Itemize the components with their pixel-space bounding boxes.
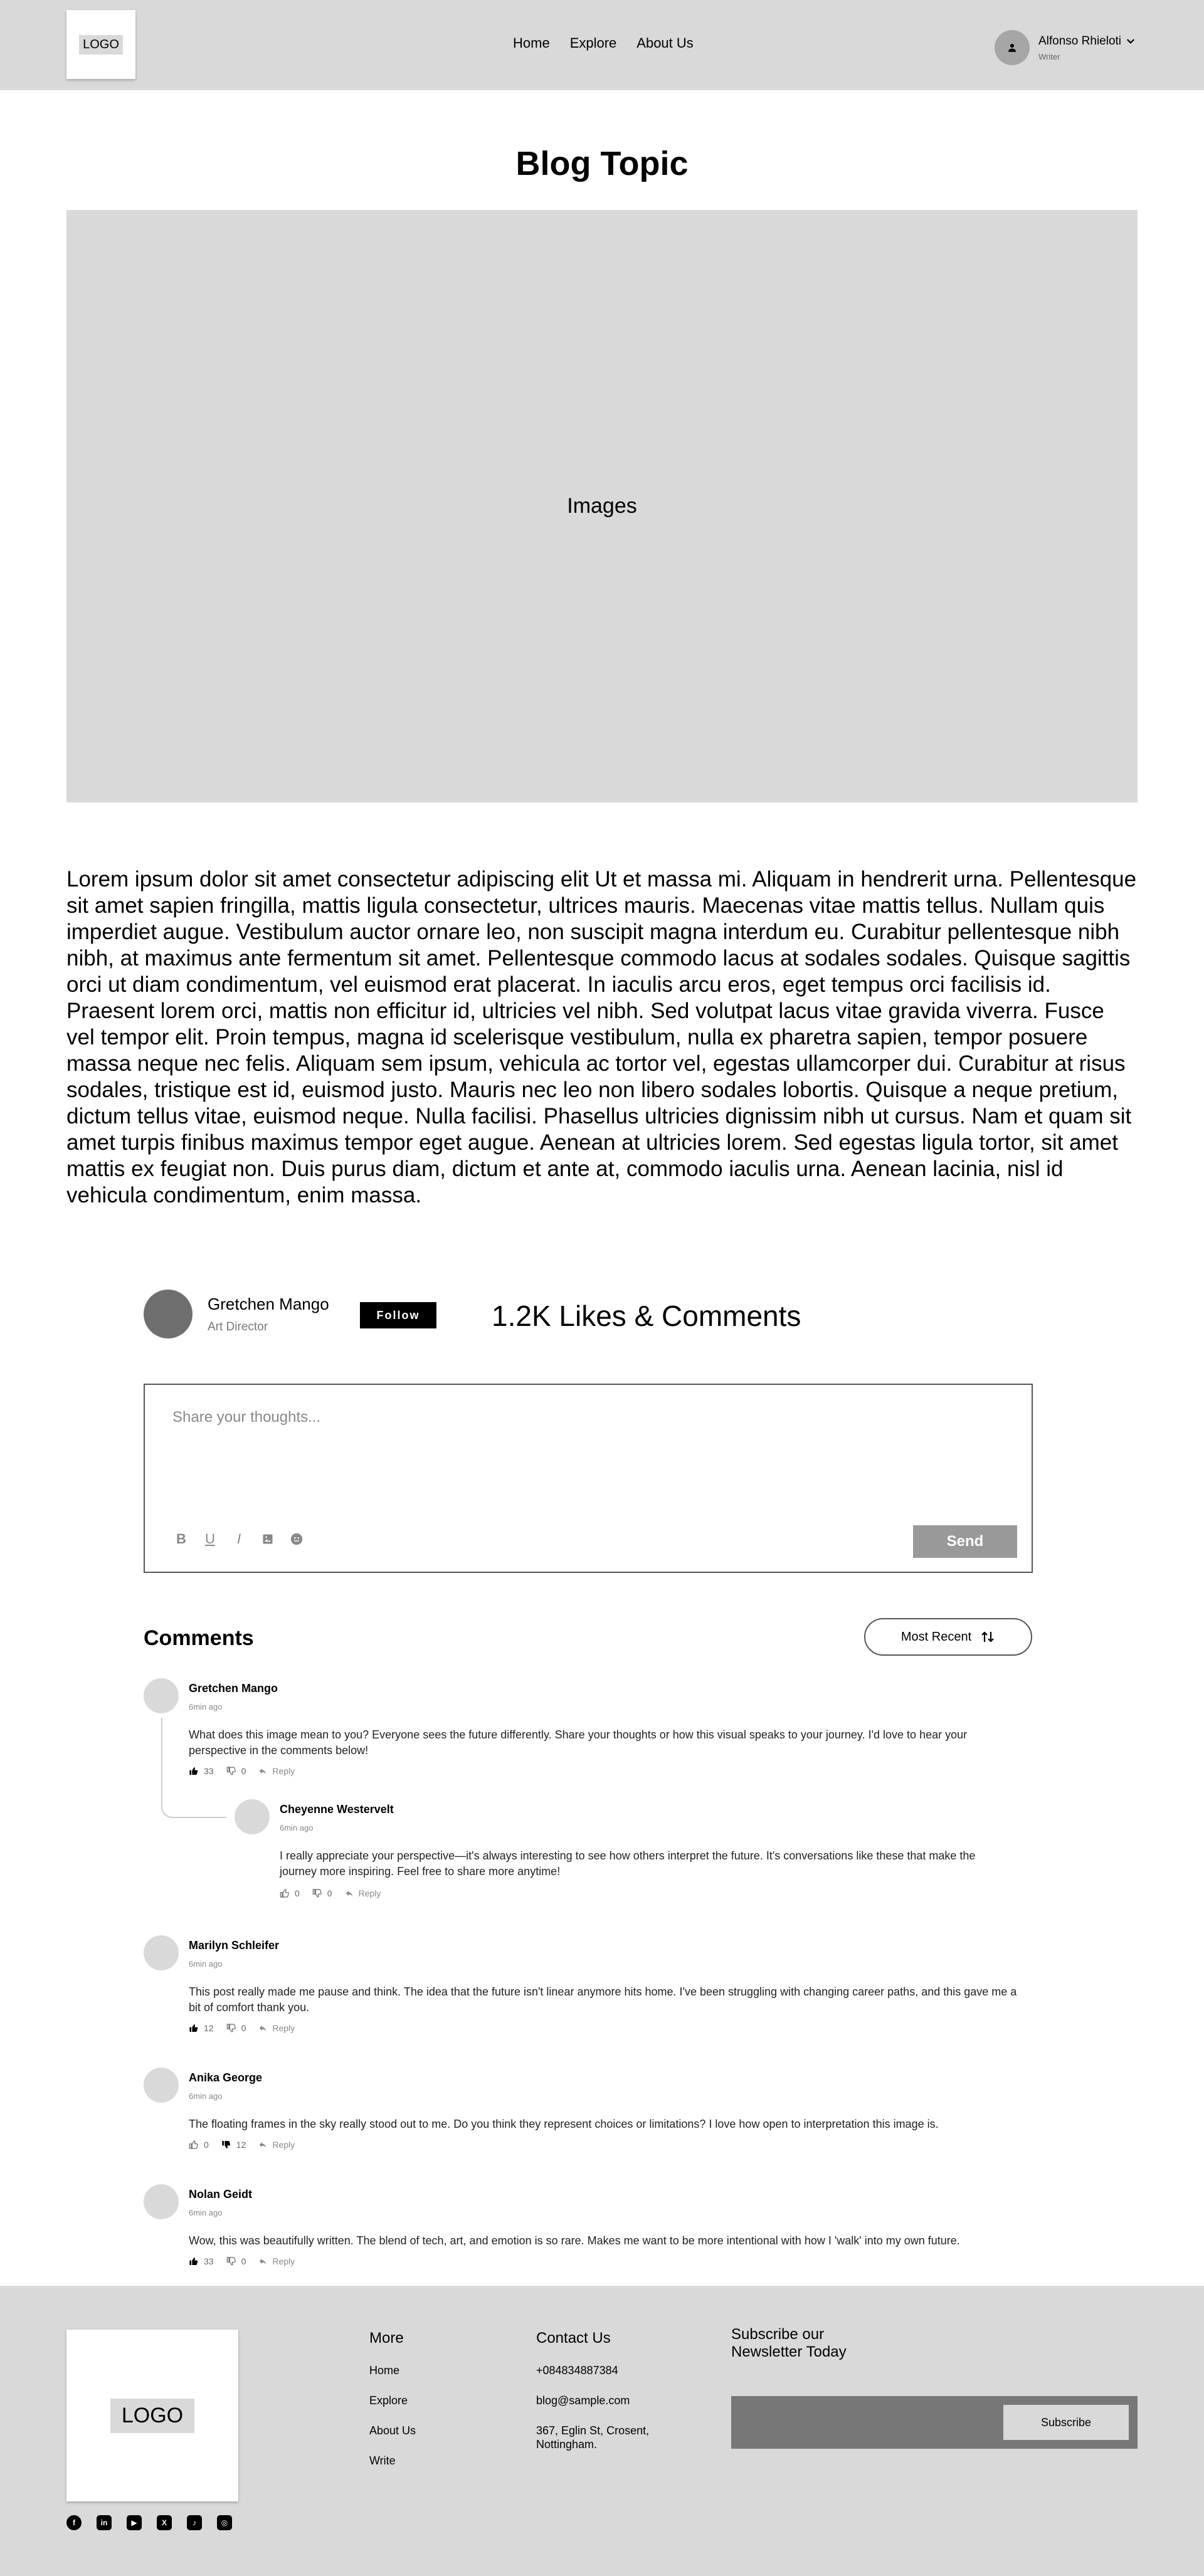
author-card — [144, 1290, 329, 1338]
reply-label: Reply — [272, 1766, 295, 1776]
thumbs-down-icon — [226, 1766, 236, 1776]
thumbs-up-icon — [189, 2140, 199, 2150]
nav-about-us[interactable]: About Us — [636, 35, 694, 51]
youtube-icon[interactable]: ▶ — [127, 2515, 142, 2530]
reply-item — [235, 1799, 1033, 1906]
sort-icon — [980, 1629, 995, 1644]
dislike-count: 0 — [241, 1766, 246, 1776]
footer-logo-label: LOGO — [110, 2399, 194, 2433]
facebook-icon[interactable]: f — [66, 2515, 82, 2530]
reply-icon — [258, 2140, 267, 2149]
comments-title: Comments — [144, 1626, 254, 1650]
comment-time: 6min ago — [189, 2091, 223, 2101]
user-name-row — [1038, 34, 1136, 48]
like-button[interactable] — [189, 2256, 214, 2266]
article-body: Lorem ipsum dolor sit amet consectetur adipiscing elit Ut et massa mi. Aliquam in hendrerit urna. Pellentesque sit amet sapien fringilla, mattis ligula consectetur, ultrices mauris. Maecenas vitae mattis tellus. Nullam quis imperdiet augue. Vestibulum auctor ornare leo, non suscipit magna interdum eu. Curabitur pellentesque nibh nibh, at maximus ante fermentum sit amet. Pellentesque commodo lacus at sodales sodales. Quisque sagittis orci ut diam condimentum, vel euismod erat placerat. In iaculis arcu eros, eget tempus orci facilisis id. Praesent lorem orci, mattis non efficitur id, ultricies vel nibh. Sed volutpat lacus vitae gravida viverra. Fusce vel tempor elit. Proin tempus, magna id scelerisque vestibulum, nulla ex pharetra sapien, tempor posuere massa neque nec felis. Aliquam sem ipsum, vehicula ac tortor vel, egestas ullamcorper dui. Curabitur at risus sodales, tristique est id, euismod justo. Mauris nec leo non libero sodales lobortis. Quisque a neque pretium, dictum tellus vitae, euismod neque. Nulla facilisi. Phasellus ultricies dignissim nibh ut cursus. Nam et quam sit amet turpis finibus maximus tempor eget augue. Aenean at ultricies lorem. Sed egestas ligula tortor, sit amet mattis ex feugiat non. Duis purus diam, dictum et ante at, commodo iaculis urna. Aenean lacinia, nisl id vehicula condimentum, enim massa. — [66, 867, 1137, 1207]
comment-item — [144, 2068, 1033, 2162]
comment-text: I really appreciate your perspective—it's always interesting to see how others interpret the future. It's conversations like these that make the journey more inspiring. Feel free to share more anytime! — [280, 1849, 976, 1878]
main-nav — [513, 35, 694, 51]
footer-link-home[interactable]: Home — [369, 2364, 400, 2377]
dislike-count: 12 — [236, 2140, 246, 2150]
subscribe-button[interactable]: Subscribe — [1003, 2405, 1129, 2440]
comment-time: 6min ago — [189, 2208, 223, 2217]
comment-time: 6min ago — [189, 1702, 223, 1711]
comment-actions — [189, 2023, 295, 2033]
comment-text: This post really made me pause and think. The idea that the future isn't linear anymore hits home. I've been struggling with changing career paths, and this gave me a bit of comfort thank you. — [189, 1985, 1017, 2014]
comment-actions — [189, 1766, 295, 1776]
reply-icon — [258, 2257, 267, 2266]
like-button[interactable] — [189, 2023, 214, 2033]
commenter-avatar[interactable] — [144, 2068, 179, 2103]
reply-icon — [345, 1889, 354, 1898]
nav-explore[interactable]: Explore — [569, 35, 617, 51]
footer-more-title: More — [369, 2330, 404, 2347]
dislike-button[interactable] — [226, 1766, 246, 1776]
dislike-button[interactable] — [226, 2256, 246, 2266]
dislike-count: 0 — [241, 2256, 246, 2266]
comment-item — [144, 2184, 1033, 2278]
thumbs-up-filled-icon — [189, 1766, 199, 1776]
send-button[interactable]: Send — [913, 1525, 1017, 1558]
dislike-count: 0 — [241, 2023, 246, 2033]
nav-home[interactable]: Home — [513, 35, 550, 51]
footer-contact-title: Contact Us — [536, 2330, 611, 2347]
thumbs-down-icon — [226, 2023, 236, 2033]
reply-button[interactable] — [258, 2140, 295, 2150]
reply-button[interactable] — [345, 1888, 381, 1898]
reply-button[interactable] — [258, 2256, 295, 2266]
reply-icon — [258, 1767, 267, 1775]
comment-time: 6min ago — [189, 1959, 223, 1969]
reply-label: Reply — [272, 2140, 295, 2150]
instagram-icon[interactable]: ◎ — [217, 2515, 232, 2530]
like-count: 0 — [295, 1888, 300, 1898]
underline-glyph: U — [205, 1531, 215, 1547]
comment-text: Wow, this was beautifully written. The blend of tech, art, and emotion is so rare. Makes me want to be more intentional with how I 'walk' into my own future. — [189, 2234, 960, 2247]
footer-address: 367, Eglin St, Crosent, Nottingham. — [536, 2424, 650, 2451]
like-button[interactable] — [280, 1888, 300, 1898]
reply-label: Reply — [358, 1888, 381, 1898]
linkedin-icon[interactable]: in — [97, 2515, 112, 2530]
footer-link-write[interactable]: Write — [369, 2454, 396, 2467]
user-icon — [1006, 42, 1018, 53]
italic-icon[interactable] — [231, 1532, 246, 1547]
thumbs-down-icon — [312, 1888, 322, 1898]
comment-item — [144, 1935, 1033, 2042]
dislike-button[interactable] — [312, 1888, 332, 1898]
header — [0, 0, 1204, 90]
author-avatar[interactable] — [144, 1290, 193, 1338]
dislike-button[interactable] — [221, 2140, 246, 2150]
commenter-name[interactable]: Anika George — [189, 2071, 263, 2084]
format-toolbar — [174, 1532, 304, 1547]
comment-text: The floating frames in the sky really stood out to me. Do you think they represent choices or limitations? I love how open to interpretation this image is. — [189, 2118, 939, 2130]
user-avatar — [995, 30, 1030, 65]
author-info — [208, 1295, 329, 1334]
reply-button[interactable] — [258, 2023, 295, 2033]
footer-contact — [536, 2330, 674, 2468]
newsletter-title: Subscribe our Newsletter Today — [731, 2326, 847, 2360]
footer — [0, 2286, 1204, 2576]
header-logo[interactable] — [66, 10, 135, 79]
bold-glyph: B — [176, 1531, 186, 1547]
footer-logo[interactable] — [66, 2330, 238, 2501]
comment-actions — [189, 2140, 295, 2150]
like-button[interactable] — [189, 1766, 214, 1776]
thumbs-up-filled-icon — [189, 2256, 199, 2266]
italic-glyph: I — [236, 1531, 241, 1547]
user-name: Alfonso Rhieloti — [1038, 34, 1122, 48]
reply-icon — [258, 2024, 267, 2032]
like-count: 33 — [204, 1766, 214, 1776]
commenter-avatar[interactable] — [144, 2184, 179, 2219]
dislike-button[interactable] — [226, 2023, 246, 2033]
tiktok-icon[interactable]: ♪ — [187, 2515, 202, 2530]
newsletter-form — [731, 2396, 1138, 2449]
comment-text: What does this image mean to you? Everyone sees the future differently. Share your thoughts or how this visual speaks to your journey. I'd love to hear your perspective in the comments below! — [189, 1728, 968, 1757]
social-links — [66, 2515, 232, 2530]
blog-title: Blog Topic — [515, 145, 689, 182]
newsletter-email-input[interactable] — [741, 2406, 992, 2439]
comment-time: 6min ago — [280, 1823, 314, 1832]
follow-button[interactable]: Follow — [360, 1302, 436, 1328]
thumbs-up-filled-icon — [189, 2023, 199, 2033]
thumbs-up-icon — [280, 1888, 290, 1898]
image-icon[interactable] — [260, 1532, 275, 1547]
chevron-down-icon[interactable] — [1125, 36, 1136, 47]
footer-email[interactable]: blog@sample.com — [536, 2394, 630, 2407]
emoji-icon[interactable] — [289, 1532, 304, 1547]
reply-button[interactable] — [258, 1766, 295, 1776]
footer-phone[interactable]: +084834887384 — [536, 2364, 618, 2377]
reply-label: Reply — [272, 2023, 295, 2033]
like-count: 0 — [204, 2140, 209, 2150]
author-name[interactable]: Gretchen Mango — [208, 1294, 329, 1313]
comment-actions — [189, 2256, 295, 2266]
bold-icon[interactable] — [174, 1532, 189, 1547]
hero-image-label: Images — [567, 494, 637, 518]
like-count: 33 — [204, 2256, 214, 2266]
author-role: Art Director — [208, 1320, 268, 1333]
commenter-avatar[interactable] — [235, 1799, 270, 1834]
logo-label: LOGO — [79, 35, 123, 55]
likes-comments-count: 1.2K Likes & Comments — [492, 1300, 801, 1332]
hero-image — [66, 210, 1138, 802]
commenter-name[interactable]: Nolan Geidt — [189, 2188, 253, 2200]
reply-label: Reply — [272, 2256, 295, 2266]
comment-input[interactable] — [172, 1409, 988, 1459]
commenter-avatar[interactable] — [144, 1678, 179, 1713]
footer-link-about-us[interactable]: About Us — [369, 2424, 416, 2437]
comment-composer — [144, 1384, 1033, 1573]
like-count: 12 — [204, 2023, 214, 2033]
footer-more — [369, 2330, 416, 2484]
user-menu[interactable] — [995, 30, 1136, 65]
user-info — [1038, 34, 1136, 61]
dislike-count: 0 — [327, 1888, 332, 1898]
commenter-name[interactable]: Gretchen Mango — [189, 1682, 278, 1695]
thumbs-down-filled-icon — [221, 2140, 231, 2150]
commenter-avatar[interactable] — [144, 1935, 179, 1970]
comment-item — [144, 1678, 1033, 1785]
underline-icon[interactable] — [203, 1532, 218, 1547]
sort-button[interactable] — [864, 1618, 1032, 1656]
x-icon[interactable]: X — [157, 2515, 172, 2530]
sort-label: Most Recent — [900, 1629, 972, 1644]
commenter-name[interactable]: Marilyn Schleifer — [189, 1939, 280, 1952]
commenter-name[interactable]: Cheyenne Westervelt — [280, 1803, 394, 1816]
comment-actions — [280, 1888, 381, 1898]
thumbs-down-icon — [226, 2256, 236, 2266]
like-button[interactable] — [189, 2140, 209, 2150]
user-role: Writer — [1038, 51, 1060, 61]
footer-link-explore[interactable]: Explore — [369, 2394, 408, 2407]
